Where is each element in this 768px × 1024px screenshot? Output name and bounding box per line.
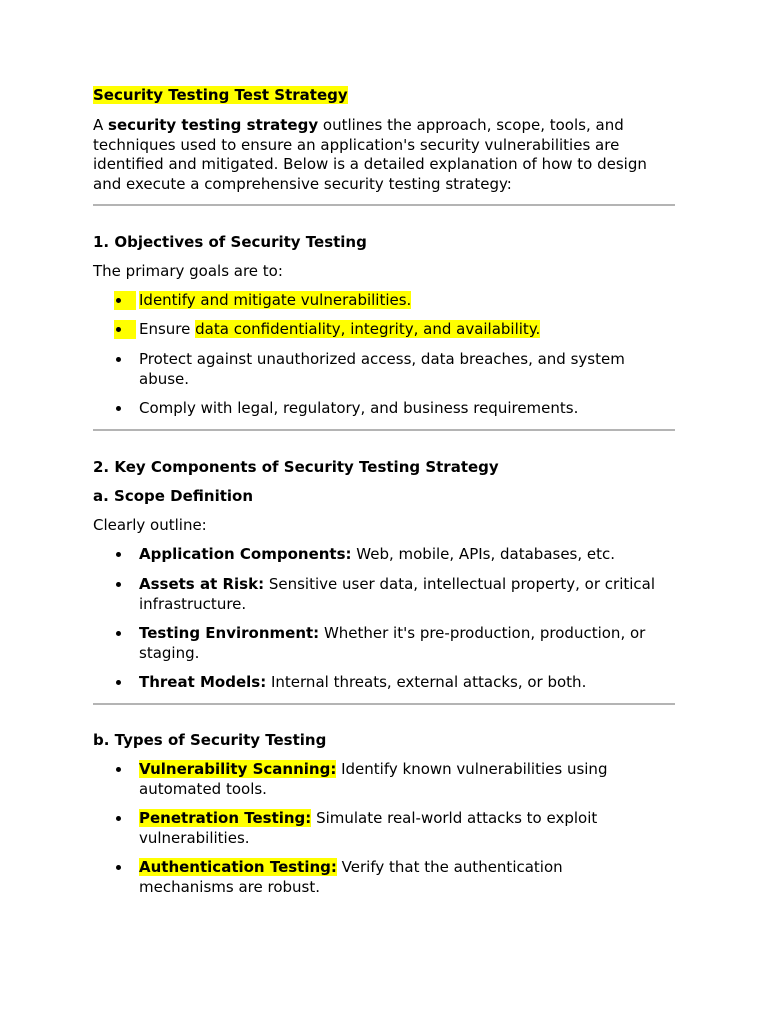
list-item-text: Identify known vulnerabilities using: [336, 760, 608, 778]
section-1-heading: 1. Objectives of Security Testing: [93, 233, 367, 251]
intro-paragraph: [93, 116, 675, 194]
list-item-text-cont: mechanisms are robust.: [139, 877, 321, 896]
section-1-lead: The primary goals are to:: [93, 262, 283, 280]
list-item-text: Comply with legal, regulatory, and business requirements.: [139, 399, 579, 417]
list-item-term: Authentication Testing:: [139, 858, 337, 876]
bullet-icon: [114, 673, 136, 692]
horizontal-rule: [93, 429, 675, 431]
list-item: [139, 809, 679, 848]
list-item-text: Simulate real-world attacks to exploit: [311, 809, 598, 827]
intro-line-2: techniques used to ensure an application's security vulnerabilities are: [93, 135, 620, 154]
subsection-a-heading: a. Scope Definition: [93, 487, 254, 505]
list-item-term: Application Components:: [139, 545, 352, 563]
document-title: [93, 86, 348, 105]
list-item-text: Sensitive user data, intellectual property, or critical: [264, 575, 656, 593]
intro-line-1: [93, 116, 675, 136]
intro-line-1-rest: outlines the approach, scope, tools, and: [318, 116, 624, 134]
list-item: [139, 575, 679, 614]
list-item-term: Penetration Testing:: [139, 809, 312, 827]
bullet-icon: [114, 760, 136, 779]
list-item-term: Vulnerability Scanning:: [139, 760, 337, 778]
subsection-b-heading: b. Types of Security Testing: [93, 731, 327, 749]
list-item-text: Verify that the authentication: [336, 858, 563, 876]
list-item: [139, 350, 679, 389]
document-title-text: Security Testing Test Strategy: [93, 86, 348, 104]
list-item-text-cont: staging.: [139, 643, 200, 662]
list-item-term: Threat Models:: [139, 673, 267, 691]
intro-bold-term: security testing strategy: [108, 116, 319, 134]
bullet-icon: [114, 858, 136, 877]
horizontal-rule: [93, 703, 675, 705]
list-item: [139, 624, 679, 663]
list-item-text: Identify and mitigate vulnerabilities.: [139, 291, 412, 309]
list-item-text: Protect against unauthorized access, data breaches, and system: [139, 350, 625, 368]
intro-line-3: identified and mitigated. Below is a detailed explanation of how to design: [93, 155, 647, 173]
list-item-text: Web, mobile, APIs, databases, etc.: [351, 545, 616, 563]
list-item-term: Assets at Risk:: [139, 575, 265, 593]
list-item-text-cont: abuse.: [139, 369, 190, 388]
list-item-term: Testing Environment:: [139, 624, 320, 642]
list-item-text-cont: automated tools.: [139, 779, 267, 798]
list-item-highlight: data confidentiality, integrity, and availability.: [195, 320, 541, 338]
bullet-icon: [114, 575, 136, 594]
bullet-icon: [114, 809, 136, 828]
section-2-heading: 2. Key Components of Security Testing Strategy: [93, 458, 499, 476]
list-item-text: Internal threats, external attacks, or both.: [266, 673, 587, 691]
subsection-a-lead: Clearly outline:: [93, 516, 207, 534]
list-item-text: Ensure: [139, 320, 196, 338]
list-item: [139, 858, 679, 897]
list-item: [139, 291, 679, 311]
list-item: [139, 320, 679, 340]
list-item-text-cont: vulnerabilities.: [139, 828, 250, 847]
intro-line-4: and execute a comprehensive security testing strategy:: [93, 174, 512, 193]
horizontal-rule: [93, 204, 675, 206]
bullet-icon: [114, 545, 136, 564]
list-item: [139, 673, 679, 693]
bullet-icon: [114, 624, 136, 643]
list-item: [139, 399, 679, 419]
bullet-icon: [114, 399, 136, 418]
list-item: [139, 545, 679, 565]
list-item-text: Whether it's pre-production, production, or: [319, 624, 646, 642]
intro-prefix: A: [93, 116, 109, 134]
list-item-text-cont: infrastructure.: [139, 594, 247, 613]
bullet-icon: [114, 350, 136, 369]
bullet-icon: [114, 320, 136, 339]
list-item: [139, 760, 679, 799]
bullet-icon: [114, 291, 136, 310]
